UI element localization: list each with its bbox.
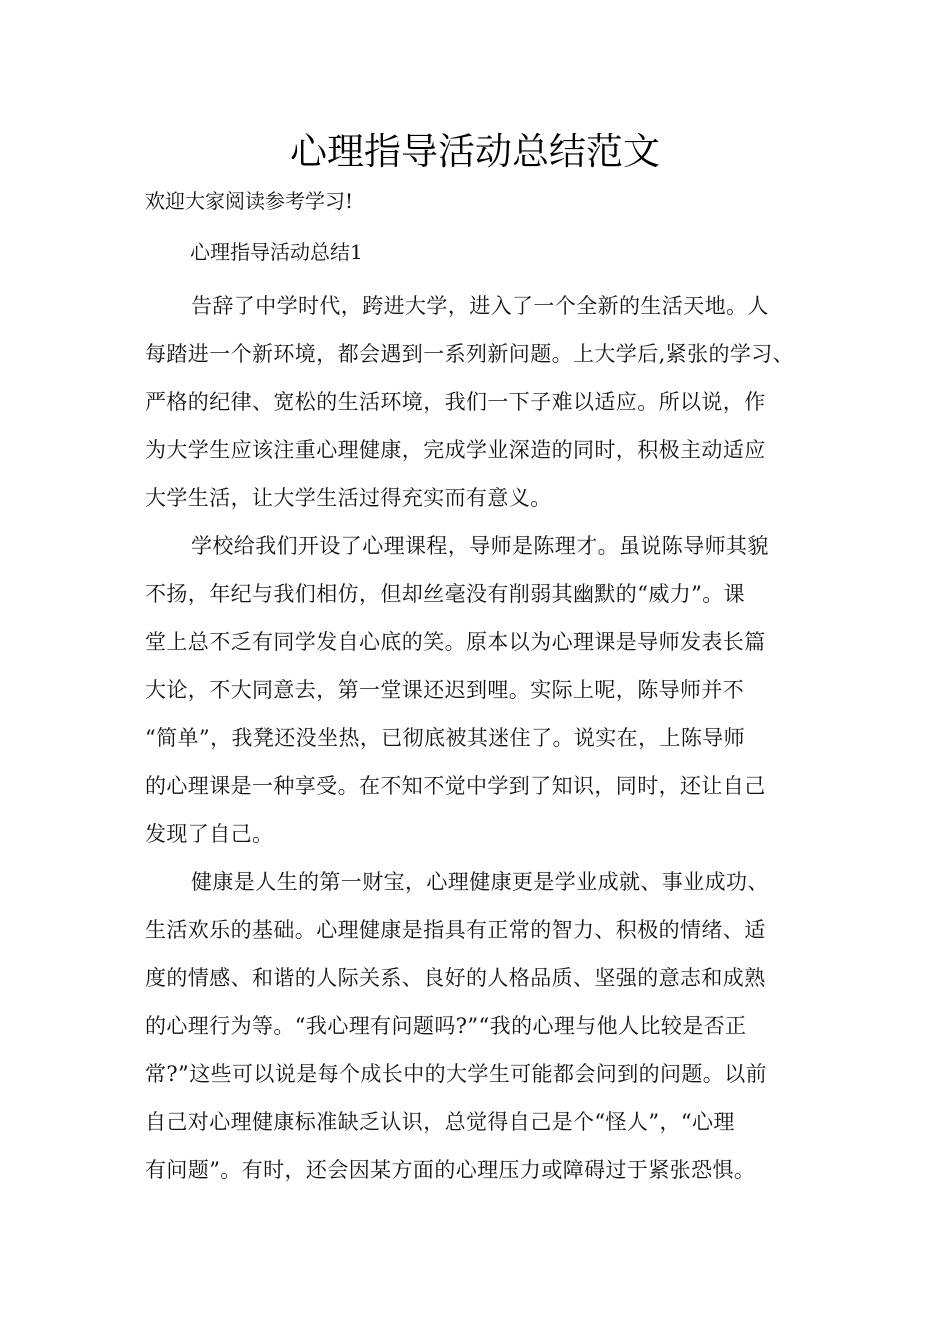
section-heading: 心理指导活动总结1: [190, 240, 363, 264]
text-line: 发现了自己。: [145, 822, 274, 846]
paragraph-1: [145, 282, 825, 522]
intro-text: 欢迎大家阅读参考学习!: [145, 189, 354, 213]
text-line: 生活欢乐的基础。心理健康是指具有正常的智力、积极的情绪、适: [145, 918, 766, 942]
text-line: 不扬，年纪与我们相仿，但却丝毫没有削弱其幽默的“威力”。课: [145, 582, 746, 606]
text-line: 的心理行为等。“我心理有问题吗?”“我的心理与他人比较是否正: [145, 1014, 747, 1038]
text-line: 学校给我们开设了心理课程，导师是陈理才。虽说陈导师其貌: [191, 534, 769, 558]
text-line: 度的情感、和谐的人际关系、良好的人格品质、坚强的意志和成熟: [145, 966, 766, 990]
text-line: “简单”，我凳还没坐热，已彻底被其迷住了。说实在，上陈导师: [145, 726, 746, 750]
text-line: 大论，不大同意去，第一堂课还迟到哩。实际上呢，陈导师并不: [145, 678, 745, 702]
text-line: 有问题”。有时，还会因某方面的心理压力或障碍过于紧张恐惧。: [145, 1158, 756, 1182]
text-line: 告辞了中学时代，跨进大学，进入了一个全新的生活天地。人: [191, 294, 769, 318]
text-line: 严格的纪律、宽松的生活环境，我们一下子难以适应。所以说，作: [145, 390, 766, 414]
text-line: 的心理课是一种享受。在不知不觉中学到了知识，同时，还让自己: [145, 774, 766, 798]
body-text: [145, 282, 825, 1194]
text-line: 大学生活，让大学生活过得充实而有意义。: [145, 486, 552, 510]
text-line: 健康是人生的第一财宝，心理健康更是学业成就、事业成功、: [191, 870, 769, 894]
text-line: 每踏进一个新环境，都会遇到一系列新问题。上大学后,紧张的学习、: [145, 342, 795, 366]
text-line: 常?”这些可以说是每个成长中的大学生可能都会问到的问题。以前: [145, 1062, 767, 1086]
document-title: 心理指导活动总结范文: [290, 130, 660, 173]
text-line: 堂上总不乏有同学发自心底的笑。原本以为心理课是导师发表长篇: [145, 630, 766, 654]
text-line: 为大学生应该注重心理健康，完成学业深造的同时，积极主动适应: [145, 438, 766, 462]
paragraph-3: [145, 858, 825, 1194]
text-line: 自己对心理健康标准缺乏认识，总觉得自己是个“怪人”，“心理: [145, 1110, 735, 1134]
paragraph-2: [145, 522, 825, 858]
